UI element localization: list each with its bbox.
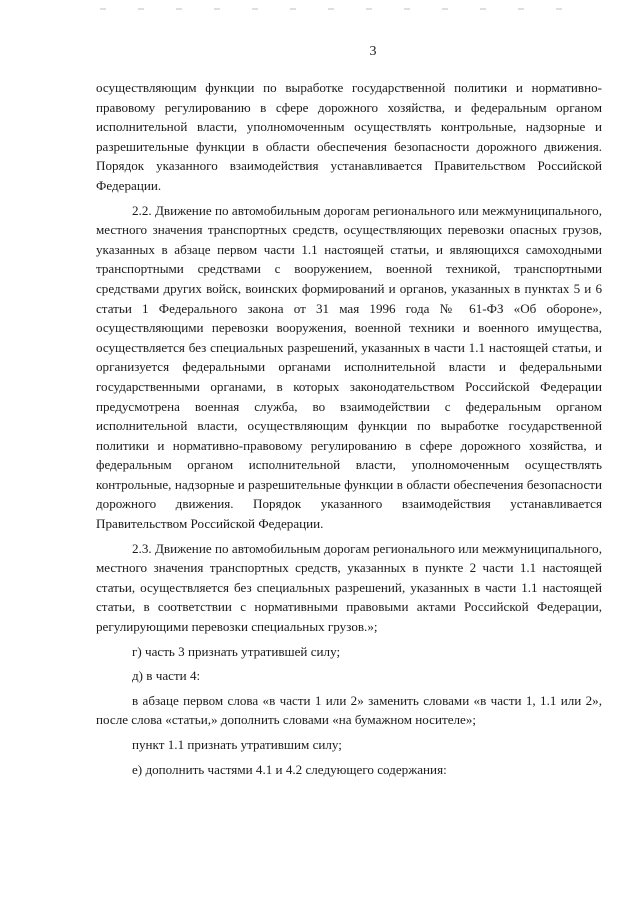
paragraph-2-2: 2.2. Движение по автомобильным дорогам регионального или межмуниципального, местного значения транспортных средств, осуществляющих перевозки опасных грузов, указанных в абзаце первом части 1.1 настоящей статьи, и являющихся самоходными транспортными средствами с вооружением, военной техникой, транспортными средствами других войск, воинских формирований и органов, указанных в пунктах 5 и 6 статьи 1 Федерального закона от 31 мая 1996 года № 61-ФЗ «Об обороне», осуществляющими перевозки вооружения, военной техники и военного имущества, осуществляется без специальных разрешений, указанных в части 1.1 настоящей статьи, и организуется федеральными органами исполнительной власти и федеральными государственными органами, в которых законодательством Российской Федерации предусмотрена военная служба, во взаимодействии с федеральным органом исполнительной власти, осуществляющим функции по выработке государственной политики и нормативно-правовому регулированию в сфере дорожного хозяйства, и федеральным органом исполнительной власти, уполномоченным осуществлять контрольные, надзорные и разрешительные функции в области обеспечения безопасности дорожного движения. Порядок указанного взаимодействия устанавливается Правительством Российской Федерации. <box>96 202 602 532</box>
page-number: 3 <box>369 44 377 59</box>
paragraph-punkt-1-1: пункт 1.1 признать утратившим силу; <box>132 737 342 752</box>
paragraph-item-d: д) в части 4: <box>132 668 201 684</box>
document-body <box>96 78 602 779</box>
paragraph-continuation: осуществляющим функции по выработке государственной политики и нормативно-правовому регулированию в сфере дорожного хозяйства, и федеральным органом исполнительной власти, уполномоченным осуществлять контрольные, надзорные и разрешительные функции в области обеспечения безопасности дорожного движения. Порядок указанного взаимодействия устанавливается Правительством Российской Федерации. <box>96 80 602 193</box>
paragraph-first-abzac: в абзаце первом слова «в части 1 или 2» заменить словами «в части 1, 1.1 или 2», после слова «статьи,» дополнить словами «на бумажном носителе»; <box>96 692 602 728</box>
paragraph-item-g: г) часть 3 признать утратившей силу; <box>132 643 341 659</box>
scan-artifact <box>100 8 580 10</box>
paragraph-item-e: е) дополнить частями 4.1 и 4.2 следующего содержания: <box>132 761 447 777</box>
paragraph-2-3: 2.3. Движение по автомобильным дорогам регионального или межмуниципального, местного значения транспортных средств, указанных в пункте 2 части 1.1 настоящей статьи, осуществляется без специальных разрешений, указанных в части 1.1 настоящей статьи, в соответствии с нормативными правовыми актами Российской Федерации, регулирующими перевозки специальных грузов.»; <box>96 540 602 635</box>
